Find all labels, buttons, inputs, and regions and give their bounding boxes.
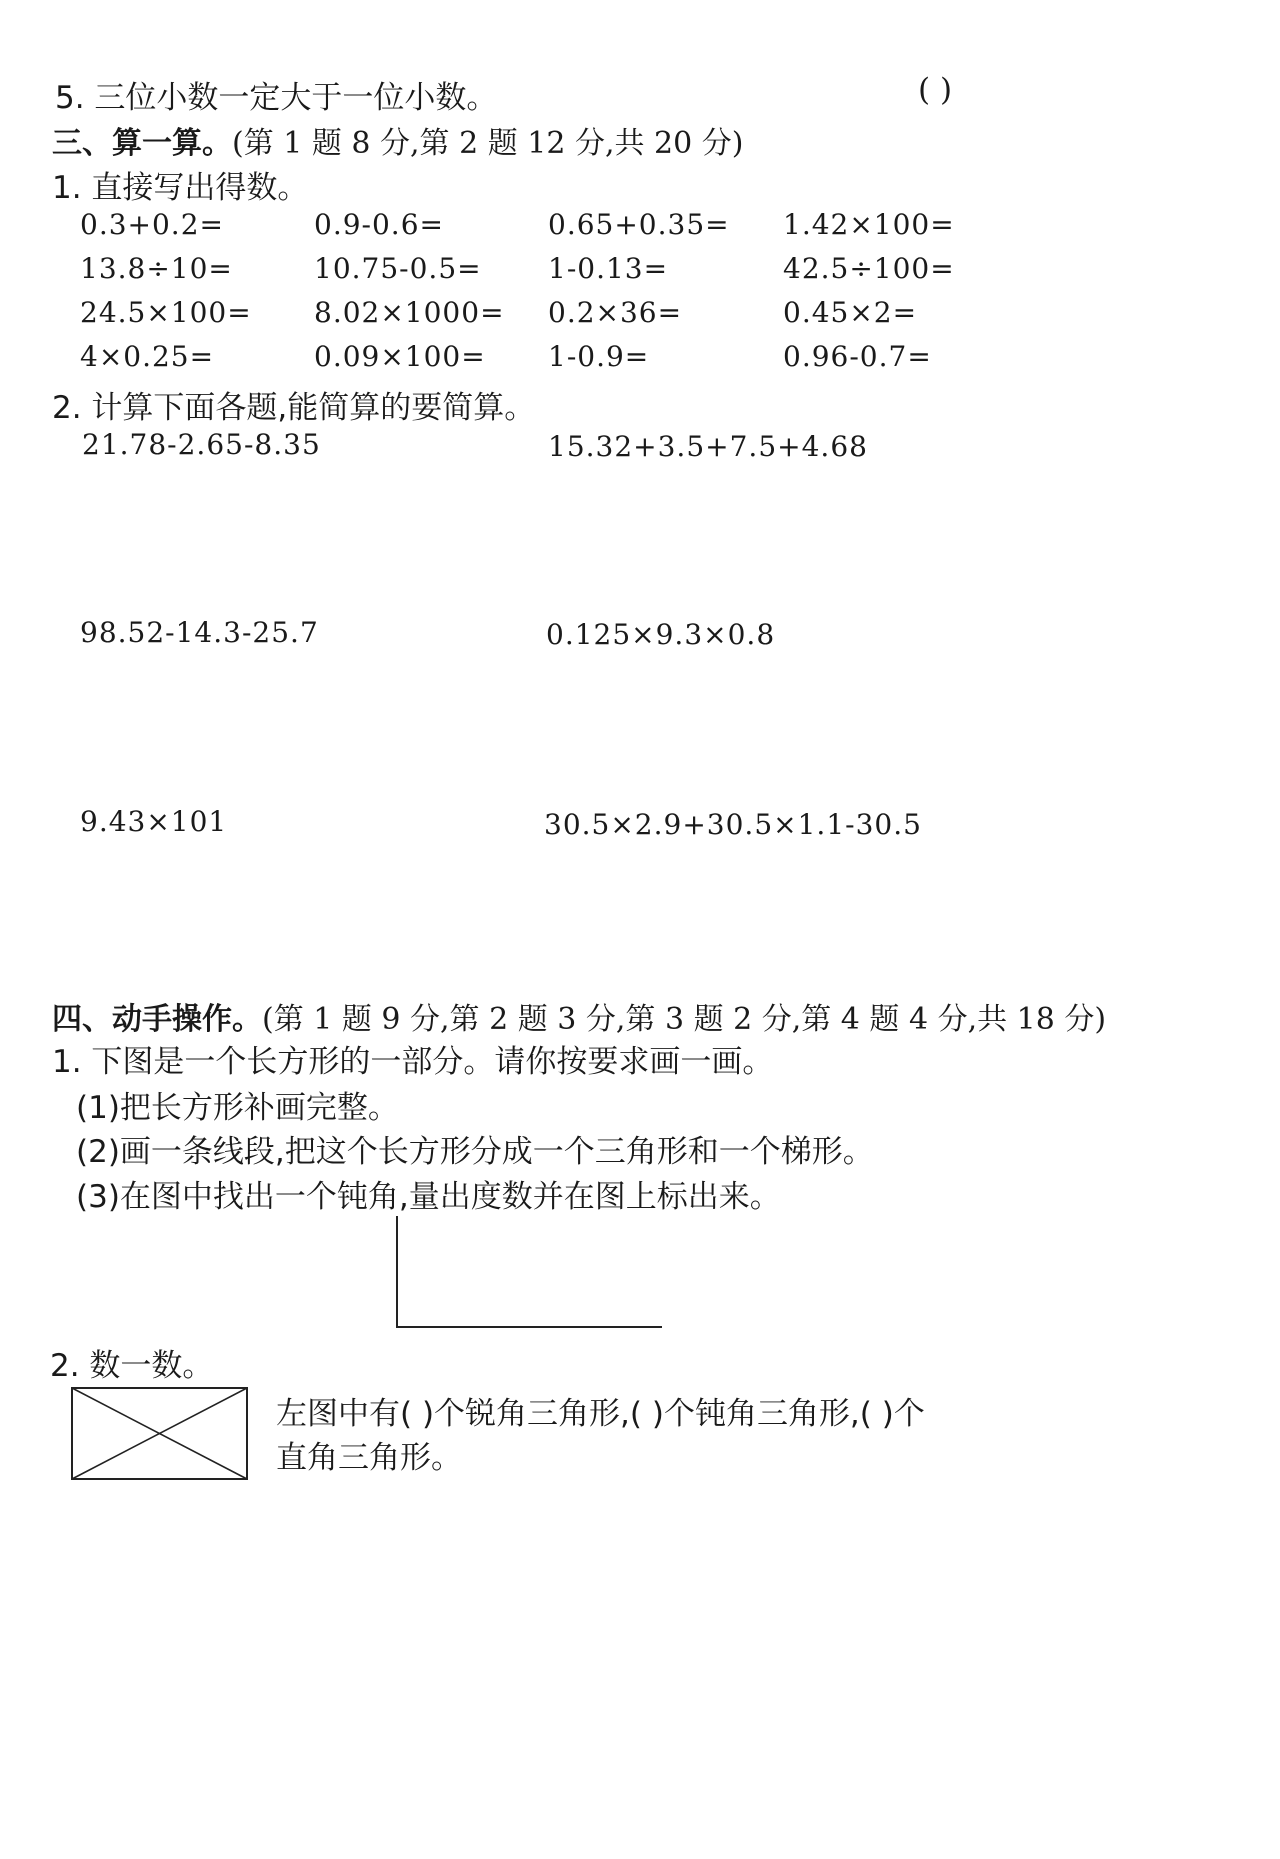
section-4-q2-text-line-1: 左图中有( )个锐角三角形,( )个钝角三角形,( )个 <box>276 1396 925 1432</box>
answer-paren-5[interactable]: ( ) <box>918 72 953 108</box>
section-3-q1-title: 1. 直接写出得数。 <box>52 170 309 206</box>
section-3-q2-title: 2. 计算下面各题,能简算的要简算。 <box>52 390 536 426</box>
mental-math-item: 0.65+0.35= <box>548 208 730 241</box>
mental-math-item: 42.5÷100= <box>783 252 955 285</box>
mental-math-item: 4×0.25= <box>80 340 215 373</box>
mental-math-item: 0.96-0.7= <box>783 340 932 373</box>
mental-math-item: 1.42×100= <box>783 208 955 241</box>
mental-math-item: 0.09×100= <box>314 340 486 373</box>
section-4-score: (第 1 题 9 分,第 2 题 3 分,第 3 题 2 分,第 4 题 4 分,共 18 分) <box>262 1002 1107 1037</box>
section-4-q1-sub-3: (3)在图中找出一个钝角,量出度数并在图上标出来。 <box>76 1179 781 1215</box>
calculation-item: 9.43×101 <box>80 805 228 838</box>
section-3-title: 三、算一算。 <box>52 126 232 161</box>
section-4-q2-text-line-2: 直角三角形。 <box>276 1440 462 1476</box>
section-4-q1-title: 1. 下图是一个长方形的一部分。请你按要求画一画。 <box>52 1044 774 1080</box>
mental-math-item: 24.5×100= <box>80 296 252 329</box>
mental-math-item: 0.3+0.2= <box>80 208 224 241</box>
section-4-heading <box>52 994 1106 1038</box>
calculation-item: 15.32+3.5+7.5+4.68 <box>548 430 868 463</box>
section-3-heading <box>52 118 743 162</box>
calculation-item: 0.125×9.3×0.8 <box>546 618 776 651</box>
partial-rectangle-vertical-side <box>396 1216 398 1328</box>
section-4-title: 四、动手操作。 <box>52 1002 262 1037</box>
mental-math-item: 0.2×36= <box>548 296 683 329</box>
judge-item-5: 5. 三位小数一定大于一位小数。 <box>55 80 498 116</box>
mental-math-item: 10.75-0.5= <box>314 252 482 285</box>
mental-math-item: 1-0.13= <box>548 252 669 285</box>
calculation-item: 30.5×2.9+30.5×1.1-30.5 <box>544 808 922 841</box>
section-4-q1-sub-1: (1)把长方形补画完整。 <box>76 1090 399 1126</box>
mental-math-item: 0.45×2= <box>783 296 918 329</box>
rectangle-with-diagonals-figure <box>70 1386 250 1482</box>
mental-math-item: 0.9-0.6= <box>314 208 444 241</box>
section-4-q1-sub-2: (2)画一条线段,把这个长方形分成一个三角形和一个梯形。 <box>76 1134 874 1170</box>
section-3-score: (第 1 题 8 分,第 2 题 12 分,共 20 分) <box>232 126 744 161</box>
mental-math-item: 13.8÷10= <box>80 252 233 285</box>
calculation-item: 21.78-2.65-8.35 <box>82 428 321 461</box>
partial-rectangle-bottom-side <box>396 1326 662 1328</box>
calculation-item: 98.52-14.3-25.7 <box>80 616 319 649</box>
mental-math-item: 8.02×1000= <box>314 296 505 329</box>
section-4-q2-title: 2. 数一数。 <box>50 1348 214 1384</box>
mental-math-item: 1-0.9= <box>548 340 650 373</box>
